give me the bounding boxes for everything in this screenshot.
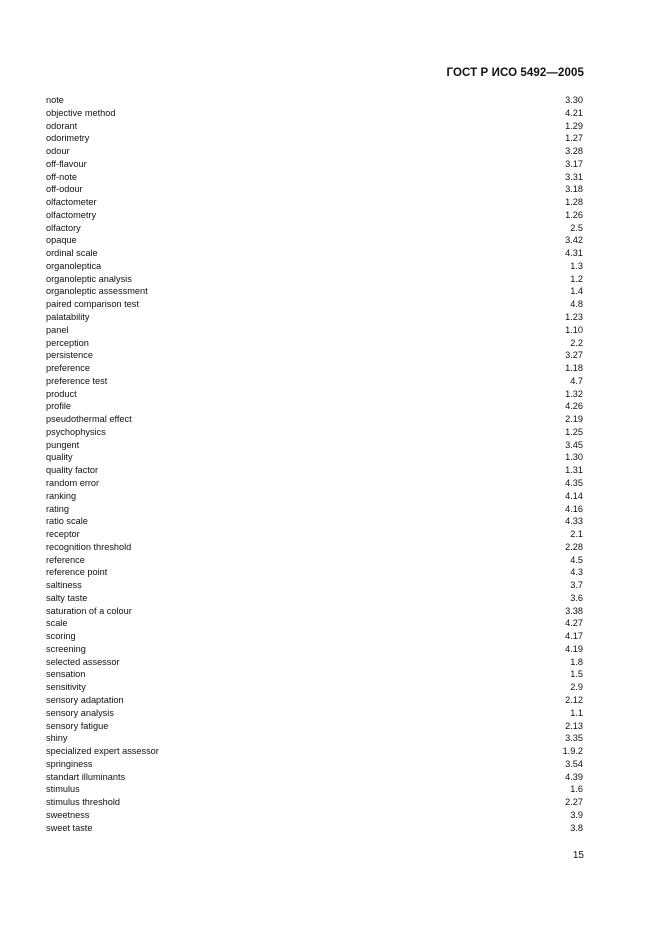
index-term: shiny [46,733,68,744]
index-reference-number: 1.32 [565,388,583,399]
index-entry-row [46,720,583,733]
index-term: odorant [46,120,78,131]
index-reference-number: 3.28 [565,146,583,157]
index-reference-number: 1.29 [565,120,583,131]
index-reference-number: 1.3 [570,260,583,271]
index-reference-number: 4.17 [565,631,583,642]
index-term: olfactometry [46,209,97,220]
index-term: paired comparison test [46,299,139,310]
index-reference-number: 2.2 [570,337,583,348]
index-reference-number: 2.1 [570,529,583,540]
index-term: pseudothermal effect [46,414,132,425]
index-reference-number: 3.54 [565,758,583,769]
index-entry-row [46,783,583,796]
index-entry-row [46,822,583,835]
index-reference-number: 1.4 [570,286,583,297]
index-entry-row [46,145,583,158]
index-entry-row [46,400,583,413]
index-reference-number: 3.27 [565,350,583,361]
index-term: product [46,388,77,399]
index-reference-number: 1.1 [570,707,583,718]
index-entry-row [46,745,583,758]
index-entry-row [46,732,583,745]
index-term: screening [46,643,86,654]
index-entry-row [46,541,583,554]
index-entry-row [46,694,583,707]
index-entry-row [46,388,583,401]
index-reference-number: 2.9 [570,682,583,693]
index-reference-number: 4.39 [565,771,583,782]
index-entry-row [46,439,583,452]
term-index-list [46,94,583,834]
index-term: ratio scale [46,516,88,527]
index-entry-row [46,324,583,337]
index-term: organoleptic analysis [46,273,132,284]
index-term: opaque [46,235,77,246]
index-entry-row [46,234,583,247]
index-reference-number: 1.5 [570,669,583,680]
index-reference-number: 2.13 [565,720,583,731]
index-entry-row [46,515,583,528]
index-term: sensitivity [46,682,86,693]
index-reference-number: 1.25 [565,426,583,437]
index-term: random error [46,477,100,488]
index-reference-number: 4.14 [565,490,583,501]
index-entry-row [46,426,583,439]
index-term: standart illuminants [46,771,126,782]
index-reference-number: 1.27 [565,133,583,144]
index-term: sensory fatigue [46,720,109,731]
index-entry-row [46,758,583,771]
index-reference-number: 2.5 [570,222,583,233]
index-term: saltiness [46,580,82,591]
index-reference-number: 4.16 [565,503,583,514]
index-entry-row [46,107,583,120]
index-reference-number: 1.2 [570,273,583,284]
index-reference-number: 2.19 [565,414,583,425]
index-term: sweet taste [46,822,93,833]
index-reference-number: 3.9 [570,809,583,820]
page-number: 15 [572,850,584,861]
index-entry-row [46,809,583,822]
index-reference-number: 3.17 [565,158,583,169]
index-term: ordinal scale [46,248,98,259]
index-entry-row [46,477,583,490]
index-term: reference point [46,567,108,578]
index-term: preference test [46,375,108,386]
index-term: olfactory [46,222,81,233]
index-entry-row [46,273,583,286]
index-reference-number: 3.7 [570,580,583,591]
index-entry-row [46,196,583,209]
index-reference-number: 2.27 [565,797,583,808]
index-term: saturation of a colour [46,605,132,616]
index-term: sensation [46,669,86,680]
index-term: off-flavour [46,158,87,169]
index-entry-row [46,337,583,350]
index-reference-number: 4.5 [570,554,583,565]
index-term: stimulus [46,784,80,795]
index-reference-number: 1.30 [565,452,583,463]
index-reference-number: 4.33 [565,516,583,527]
index-reference-number: 4.31 [565,248,583,259]
index-term: objective method [46,107,116,118]
index-term: selected assessor [46,656,120,667]
index-reference-number: 3.8 [570,822,583,833]
index-entry-row [46,771,583,784]
index-entry-row [46,503,583,516]
index-term: persistence [46,350,93,361]
index-term: springiness [46,758,93,769]
index-reference-number: 3.42 [565,235,583,246]
index-entry-row [46,656,583,669]
index-entry-row [46,247,583,260]
index-entry-row [46,413,583,426]
index-reference-number: 1.8 [570,656,583,667]
index-reference-number: 4.3 [570,567,583,578]
index-term: sensory adaptation [46,694,124,705]
index-entry-row [46,668,583,681]
index-reference-number: 1.18 [565,363,583,374]
index-entry-row [46,285,583,298]
index-term: odour [46,146,70,157]
index-reference-number: 2.12 [565,694,583,705]
index-reference-number: 3.31 [565,171,583,182]
index-term: profile [46,401,72,412]
index-entry-row [46,171,583,184]
index-reference-number: 3.38 [565,605,583,616]
index-term: odorimetry [46,133,90,144]
index-reference-number: 2.28 [565,541,583,552]
index-entry-row [46,554,583,567]
index-reference-number: 4.8 [570,299,583,310]
index-reference-number: 1.9.2 [562,746,583,757]
index-entry-row [46,349,583,362]
index-entry-row [46,464,583,477]
index-term: psychophysics [46,426,106,437]
index-term: pungent [46,439,80,450]
index-entry-row [46,94,583,107]
index-term: organoleptica [46,260,102,271]
index-entry-row [46,592,583,605]
index-reference-number: 4.21 [565,107,583,118]
index-term: reference [46,554,85,565]
index-reference-number: 3.6 [570,592,583,603]
index-term: ranking [46,490,77,501]
index-term: quality [46,452,73,463]
index-entry-row [46,362,583,375]
index-term: rating [46,503,69,514]
index-term: olfactometer [46,197,97,208]
index-entry-row [46,579,583,592]
index-term: organoleptic assessment [46,286,148,297]
index-reference-number: 3.30 [565,95,583,105]
index-reference-number: 1.23 [565,312,583,323]
index-term: salty taste [46,592,88,603]
index-entry-row [46,222,583,235]
index-entry-row [46,566,583,579]
index-reference-number: 4.7 [570,375,583,386]
index-reference-number: 1.31 [565,465,583,476]
index-term: scoring [46,631,76,642]
index-entry-row [46,120,583,133]
index-term: receptor [46,529,80,540]
index-term: off-odour [46,184,83,195]
index-reference-number: 3.18 [565,184,583,195]
index-term: sweetness [46,809,90,820]
index-reference-number: 1.26 [565,209,583,220]
index-entry-row [46,681,583,694]
index-entry-row [46,375,583,388]
index-reference-number: 3.35 [565,733,583,744]
index-reference-number: 4.26 [565,401,583,412]
index-reference-number: 4.35 [565,477,583,488]
index-reference-number: 4.27 [565,618,583,629]
index-reference-number: 4.19 [565,643,583,654]
index-entry-row [46,528,583,541]
index-term: quality factor [46,465,99,476]
index-entry-row [46,298,583,311]
index-entry-row [46,630,583,643]
index-reference-number: 1.28 [565,197,583,208]
index-term: panel [46,324,69,335]
index-term: stimulus threshold [46,797,121,808]
index-entry-row [46,643,583,656]
index-term: off-note [46,171,77,182]
index-entry-row [46,451,583,464]
index-entry-row [46,260,583,273]
index-entry-row [46,796,583,809]
index-term: preference [46,363,90,374]
index-entry-row [46,132,583,145]
index-entry-row [46,490,583,503]
index-reference-number: 1.10 [565,324,583,335]
index-entry-row [46,183,583,196]
index-entry-row [46,617,583,630]
index-term: recognition threshold [46,541,132,552]
document-header: ГОСТ Р ИСО 5492—2005 [446,67,584,79]
index-entry-row [46,158,583,171]
index-term: perception [46,337,89,348]
index-reference-number: 1.6 [570,784,583,795]
index-term: palatability [46,312,90,323]
index-term: note [46,95,64,105]
index-entry-row [46,605,583,618]
index-term: specialized expert assessor [46,746,159,757]
index-entry-row [46,209,583,222]
index-entry-row [46,311,583,324]
index-entry-row [46,707,583,720]
index-reference-number: 3.45 [565,439,583,450]
index-term: scale [46,618,68,629]
index-term: sensory analysis [46,707,114,718]
